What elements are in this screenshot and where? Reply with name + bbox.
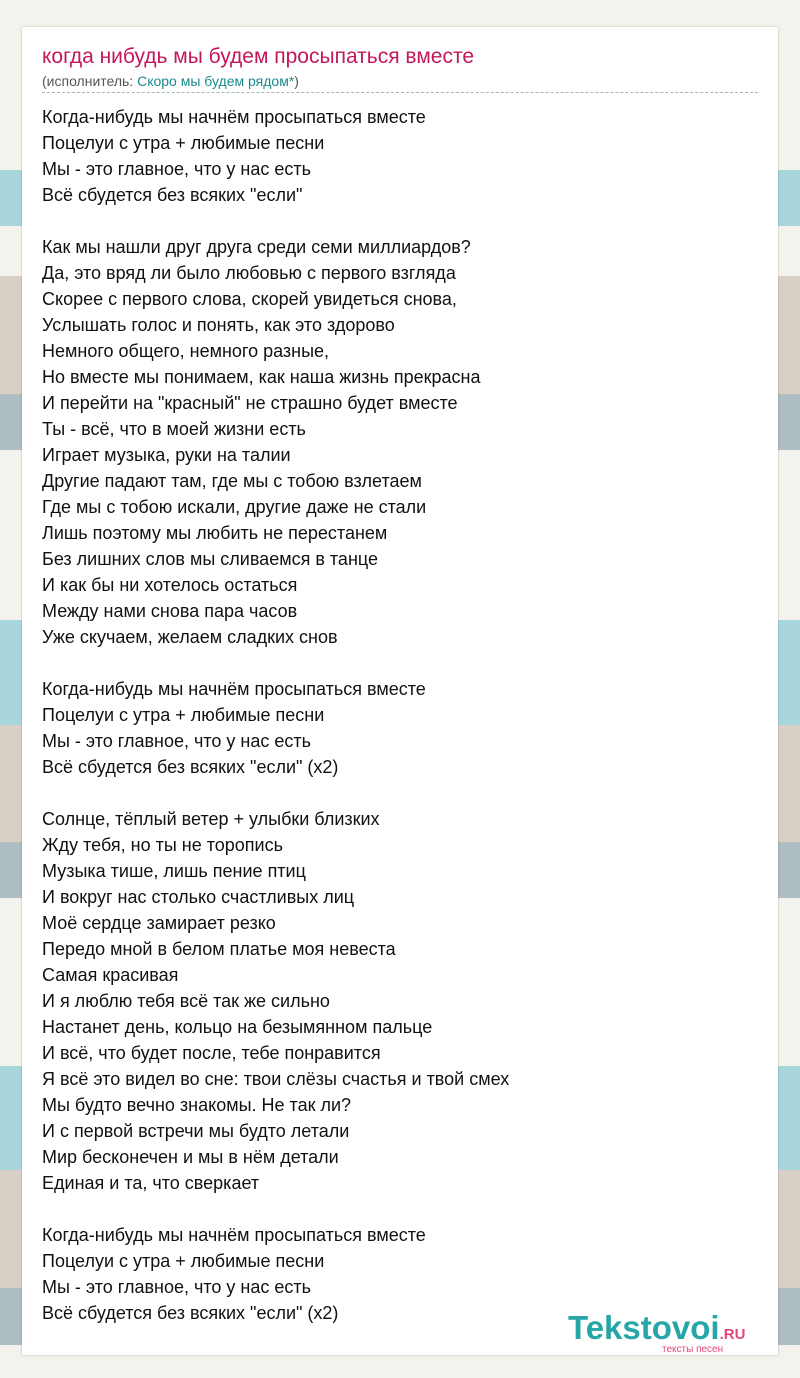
lyric-line: Другие падают там, где мы с тобою взлетаем (42, 471, 422, 491)
lyric-line: Моё сердце замирает резко (42, 913, 276, 933)
logo-main-text: Tekstovoi (568, 1309, 720, 1346)
artist-prefix: (исполнитель: (42, 73, 138, 89)
lyric-line: Солнце, тёплый ветер + улыбки близких (42, 809, 380, 829)
lyric-line: Настанет день, кольцо на безымянном пальце (42, 1017, 433, 1037)
lyric-line: Всё сбудется без всяких "если" (x2) (42, 1303, 339, 1323)
artist-suffix: ) (294, 73, 299, 89)
lyric-line: Я всё это видел во сне: твои слёзы счастья и твой смех (42, 1069, 510, 1089)
header-divider (42, 92, 758, 93)
lyric-line: И как бы ни хотелось остаться (42, 575, 298, 595)
lyric-line: Единая и та, что сверкает (42, 1173, 260, 1193)
lyric-line: Как мы нашли друг друга среди семи миллиардов? (42, 237, 471, 257)
lyric-line: И с первой встречи мы будто летали (42, 1121, 350, 1141)
lyric-line: Ты - всё, что в моей жизни есть (42, 419, 306, 439)
lyric-line: Без лишних слов мы сливаемся в танце (42, 549, 379, 569)
lyric-line: Поцелуи с утра + любимые песни (42, 1251, 325, 1271)
song-title: когда нибудь мы будем просыпаться вместе (42, 45, 475, 68)
lyric-line: Всё сбудется без всяких "если" (42, 185, 303, 205)
artist-link[interactable]: Скоро мы будем рядом* (137, 73, 295, 89)
lyric-line: Жду тебя, но ты не торопись (42, 835, 283, 855)
lyric-line: Когда-нибудь мы начнём просыпаться вместе (42, 107, 426, 127)
lyric-line: Поцелуи с утра + любимые песни (42, 705, 325, 725)
lyric-line: Передо мной в белом платье моя невеста (42, 939, 396, 959)
lyric-line: Музыка тише, лишь пение птиц (42, 861, 306, 881)
lyric-line: Мы - это главное, что у нас есть (42, 1277, 311, 1297)
lyric-line: Всё сбудется без всяких "если" (x2) (42, 757, 339, 777)
lyrics-text (42, 104, 509, 1326)
lyric-line: Мир бесконечен и мы в нём детали (42, 1147, 339, 1167)
artist-line (42, 73, 299, 89)
lyric-line: Мы - это главное, что у нас есть (42, 731, 311, 751)
logo-tld: .RU (719, 1326, 746, 1343)
logo-tagline: тексты песен (662, 1344, 724, 1355)
lyric-line: Самая красивая (42, 965, 179, 985)
lyric-line: Где мы с тобою искали, другие даже не стали (42, 497, 427, 517)
lyric-line (42, 650, 509, 676)
lyric-line: Играет музыка, руки на талии (42, 445, 291, 465)
lyric-line: Поцелуи с утра + любимые песни (42, 133, 325, 153)
lyric-line: И перейти на "красный" не страшно будет вместе (42, 393, 458, 413)
lyric-line: Мы - это главное, что у нас есть (42, 159, 311, 179)
lyric-line: Услышать голос и понять, как это здорово (42, 315, 395, 335)
logo-wordmark (568, 1309, 745, 1347)
lyric-line: И я люблю тебя всё так же сильно (42, 991, 330, 1011)
lyric-line: Уже скучаем, желаем сладких снов (42, 627, 338, 647)
lyric-line: И вокруг нас столько счастливых лиц (42, 887, 355, 907)
lyric-line: Да, это вряд ли было любовью с первого взгляда (42, 263, 456, 283)
lyric-line (42, 1196, 509, 1222)
lyric-line: Лишь поэтому мы любить не перестанем (42, 523, 388, 543)
lyric-line (42, 208, 509, 234)
site-logo[interactable] (568, 1309, 773, 1353)
lyric-line: Скорее с первого слова, скорей увидеться снова, (42, 289, 457, 309)
lyrics-card (22, 27, 778, 1355)
lyric-line (42, 780, 509, 806)
lyric-line: Немного общего, немного разные, (42, 341, 330, 361)
lyric-line: И всё, что будет после, тебе понравится (42, 1043, 381, 1063)
lyric-line: Когда-нибудь мы начнём просыпаться вместе (42, 679, 426, 699)
lyric-line: Мы будто вечно знакомы. Не так ли? (42, 1095, 352, 1115)
lyric-line: Когда-нибудь мы начнём просыпаться вместе (42, 1225, 426, 1245)
lyric-line: Но вместе мы понимаем, как наша жизнь прекрасна (42, 367, 481, 387)
lyric-line: Между нами снова пара часов (42, 601, 298, 621)
